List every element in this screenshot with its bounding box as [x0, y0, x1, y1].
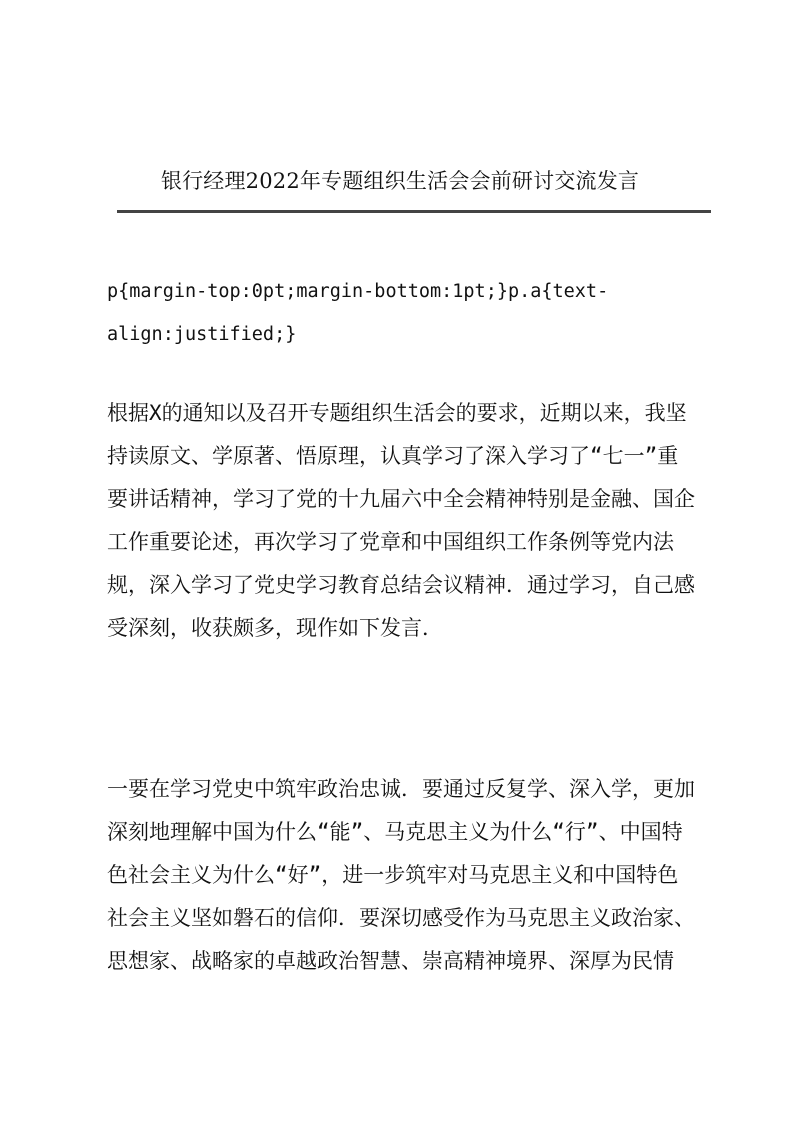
paragraph-line: 要讲话精神，学习了党的十九届六中全会精神特别是金融、国企	[107, 487, 695, 511]
title-divider	[117, 210, 711, 213]
paragraph-line: 根据X的通知以及召开专题组织生活会的要求，近期以来，我坚	[107, 401, 687, 425]
paragraph-line: 社会主义坚如磐石的信仰．要深切感受作为马克思主义政治家、	[107, 906, 695, 930]
section-one-paragraph	[107, 768, 707, 983]
css-artifact-text	[107, 270, 627, 356]
paragraph-line: 一要在学习党史中筑牢政治忠诚．要通过反复学、深入学，更加	[107, 777, 695, 801]
paragraph-line: 色社会主义为什么“好”，进一步筑牢对马克思主义和中国特色	[107, 863, 679, 887]
paragraph-line: 持读原文、学原著、悟原理，认真学习了深入学习了“七一”重	[107, 444, 679, 468]
paragraph-line: 规，深入学习了党史学习教育总结会议精神．通过学习，自己感	[107, 573, 695, 597]
paragraph-line: 工作重要论述，再次学习了党章和中国组织工作条例等党内法	[107, 530, 674, 554]
css-artifact-line: p{margin-top:0pt;margin-bottom:1pt;}p.a{text-	[107, 281, 609, 302]
paragraph-line: 深刻地理解中国为什么“能”、马克思主义为什么“行”、中国特	[107, 820, 683, 844]
css-artifact-line: align:justified;}	[107, 324, 297, 345]
paragraph-line: 思想家、战略家的卓越政治智慧、崇高精神境界、深厚为民情	[107, 949, 674, 973]
document-title: 银行经理2022年专题组织生活会会前研讨交流发言	[160, 169, 640, 193]
intro-paragraph	[107, 392, 707, 650]
paragraph-line: 受深刻，收获颇多，现作如下发言．	[107, 616, 443, 640]
